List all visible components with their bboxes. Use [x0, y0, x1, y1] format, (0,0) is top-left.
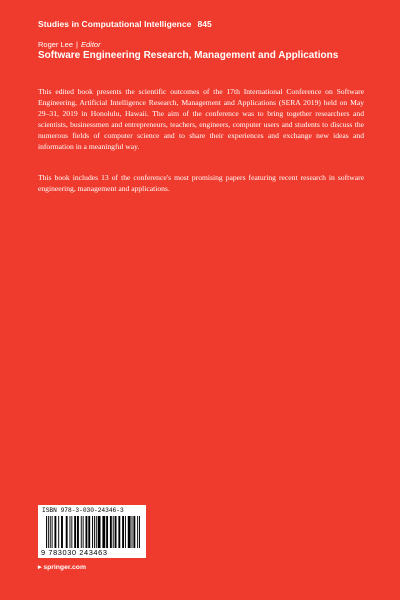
barcode-bar: [52, 516, 53, 548]
barcode-bar: [98, 516, 101, 548]
editor-line: [38, 40, 101, 49]
barcode-bar: [125, 516, 126, 548]
series-name: Studies in Computational Intelligence: [38, 19, 192, 29]
barcode-bar: [94, 516, 95, 548]
barcode-bar: [88, 516, 90, 548]
barcode-bar: [77, 516, 79, 548]
barcode-bar: [58, 516, 59, 548]
barcode-bar: [81, 516, 82, 548]
barcode-bar: [46, 516, 47, 548]
barcode-bar: [139, 516, 140, 548]
publisher-url: springer.com: [43, 564, 86, 571]
barcode-bar: [83, 516, 84, 548]
barcode-bar: [137, 516, 138, 548]
barcode-bar: [71, 516, 72, 548]
barcode-bar: [106, 516, 108, 548]
barcode-bar: [115, 516, 117, 548]
description-paragraph-2: This book includes 13 of the conference's most promising papers featuring recent research in software engineering, management and applications.: [38, 173, 364, 194]
barcode-digits: 9 783030 243463: [41, 548, 108, 557]
editor-separator: |: [76, 40, 78, 49]
editor-name: Roger Lee: [38, 40, 74, 49]
barcode-bar: [74, 516, 76, 548]
barcode-bar: [118, 516, 120, 548]
barcode-bar: [92, 516, 93, 548]
barcode-bar: [102, 516, 105, 548]
editor-role: Editor: [80, 40, 101, 49]
barcode-bar: [66, 516, 68, 548]
publisher-line: [38, 563, 86, 571]
barcode-bar: [61, 516, 63, 548]
barcode-bar: [70, 516, 71, 548]
barcode-bar: [48, 516, 49, 548]
barcode-bar: [96, 516, 97, 548]
series-volume: 845: [197, 19, 212, 29]
barcode-bar: [132, 516, 133, 548]
barcode-bar: [85, 516, 87, 548]
barcode-bar: [110, 516, 112, 548]
barcode-bar: [133, 516, 135, 548]
triangle-arrow-icon: ▸: [38, 564, 42, 571]
description-paragraph-1: This edited book presents the scientific outcomes of the 17th International Conference on Software Engineering, Artificial Intelligence Research, Management and Applications (SERA 2019) held on May 29–31, 2019 in Honolulu, Hawaii. The aim of the conference was to bring together researchers and scientists, businessmen and entrepreneurs, teachers, engineers, computer users and students to discuss the numerous fields of computer science and to share their experiences and exchange new ideas and information in a meaningful way.: [38, 87, 364, 152]
book-title: Software Engineering Research, Management and Applications: [38, 50, 339, 61]
barcode-bar: [113, 516, 114, 548]
barcode-bars: [46, 516, 140, 548]
barcode-bar: [122, 516, 124, 548]
barcode-panel: [38, 505, 146, 558]
series-line: [38, 19, 212, 29]
barcode-bar: [128, 516, 131, 548]
barcode-bar: [54, 516, 56, 548]
isbn-label: ISBN 978-3-030-24346-3: [42, 507, 124, 514]
barcode-bar: [50, 516, 51, 548]
